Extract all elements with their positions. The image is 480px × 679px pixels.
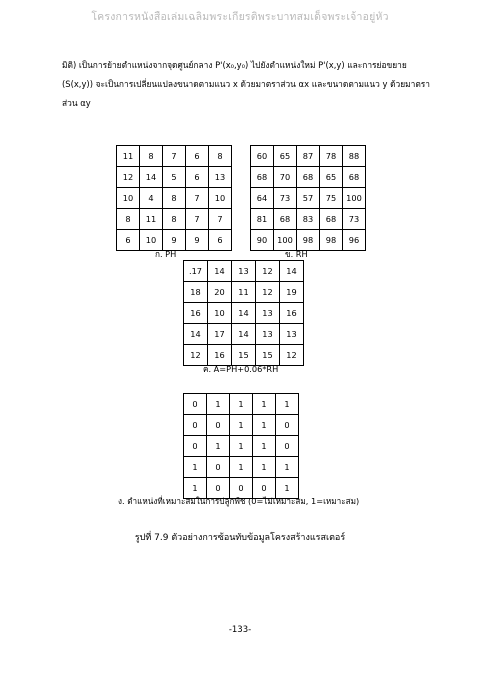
table-cell: 1: [276, 457, 299, 478]
rh-caption: ข. RH: [285, 249, 308, 259]
table-cell: 1: [207, 436, 230, 457]
table-cell: 0: [276, 436, 299, 457]
table-row: [117, 209, 232, 230]
table-cell: 8: [209, 146, 232, 167]
table-row: [117, 146, 232, 167]
table-cell: 70: [274, 167, 297, 188]
table-cell: 4: [140, 188, 163, 209]
table-row: [184, 261, 304, 282]
table-cell: 8: [163, 209, 186, 230]
table-cell: 13: [232, 261, 256, 282]
ph-table: [116, 145, 232, 251]
table-cell: 17: [208, 324, 232, 345]
ph-caption: ก. PH: [155, 249, 177, 259]
body-paragraph: [62, 56, 430, 113]
a-table: [183, 260, 304, 366]
table-cell: 0: [184, 436, 207, 457]
table-cell: 1: [230, 415, 253, 436]
table-cell: 1: [184, 478, 207, 499]
table-cell: 10: [209, 188, 232, 209]
table-cell: 1: [230, 436, 253, 457]
table-cell: 83: [297, 209, 320, 230]
table-cell: 96: [343, 230, 366, 251]
table-row: [184, 303, 304, 324]
table-cell: 18: [184, 282, 208, 303]
table-row: [184, 436, 299, 457]
table-cell: 68: [320, 209, 343, 230]
table-cell: 12: [184, 345, 208, 366]
table-row: [251, 230, 366, 251]
table-row: [184, 282, 304, 303]
suitability-table: [183, 393, 299, 499]
table-cell: 14: [208, 261, 232, 282]
table-cell: 8: [117, 209, 140, 230]
table-row: [184, 394, 299, 415]
paragraph-line: (S(x,y)) จะเป็นการเปลี่ยนแปลงขนาดตามแนว x ด้วยมาตราส่วน αx และขนาดตามแนว y ด้วยมาตรา: [62, 79, 430, 89]
table-cell: 5: [163, 167, 186, 188]
table-cell: 7: [186, 209, 209, 230]
table-cell: 13: [280, 324, 304, 345]
table-cell: 100: [343, 188, 366, 209]
table-row: [184, 457, 299, 478]
a-caption: ค. A=PH+0.06*RH: [203, 364, 279, 374]
table-cell: 1: [253, 415, 276, 436]
paragraph-line: ส่วน αy: [62, 98, 91, 108]
paragraph-line: มิติ) เป็นการย้ายตำแหน่งจากจุดศูนย์กลาง P'(x₀,y₀) ไปยังตำแหน่งใหม่ P'(x,y) และการย่อขยาย: [62, 60, 407, 70]
table-cell: 19: [280, 282, 304, 303]
table-cell: 78: [320, 146, 343, 167]
table-cell: 14: [140, 167, 163, 188]
table-cell: 9: [163, 230, 186, 251]
table-cell: 0: [207, 415, 230, 436]
table-cell: 68: [251, 167, 274, 188]
figure-caption: รูปที่ 7.9 ตัวอย่างการซ้อนทับข้อมูลโครงสร้างแรสเตอร์: [134, 533, 346, 543]
table-cell: 0: [230, 478, 253, 499]
table-cell: 11: [232, 282, 256, 303]
table-row: [251, 209, 366, 230]
table-cell: 98: [320, 230, 343, 251]
table-cell: 98: [297, 230, 320, 251]
table-cell: 65: [274, 146, 297, 167]
table-cell: 1: [230, 457, 253, 478]
table-cell: 10: [117, 188, 140, 209]
table-cell: 16: [208, 345, 232, 366]
table-cell: 7: [163, 146, 186, 167]
table-cell: 12: [280, 345, 304, 366]
table-cell: 0: [276, 415, 299, 436]
table-cell: 7: [209, 209, 232, 230]
table-cell: 6: [209, 230, 232, 251]
table-cell: 68: [274, 209, 297, 230]
table-cell: 12: [117, 167, 140, 188]
rh-table: [250, 145, 366, 251]
table-cell: 73: [274, 188, 297, 209]
table-cell: 88: [343, 146, 366, 167]
table-cell: 68: [297, 167, 320, 188]
table-cell: 11: [140, 209, 163, 230]
table-cell: 1: [276, 478, 299, 499]
table-row: [251, 167, 366, 188]
table-cell: 1: [230, 394, 253, 415]
table-cell: 7: [186, 188, 209, 209]
table-cell: 8: [163, 188, 186, 209]
table-cell: 6: [186, 167, 209, 188]
table-cell: 65: [320, 167, 343, 188]
table-cell: 0: [184, 415, 207, 436]
table-cell: 14: [232, 324, 256, 345]
table-cell: 1: [253, 394, 276, 415]
table-cell: 14: [280, 261, 304, 282]
suitability-caption: ง. ตำแหน่งที่เหมาะสมในการปลูกพืช (0=ไม่เหมาะสม, 1=เหมาะสม): [118, 496, 360, 506]
table-cell: 12: [256, 282, 280, 303]
table-cell: 0: [253, 478, 276, 499]
table-cell: 14: [184, 324, 208, 345]
table-cell: 57: [297, 188, 320, 209]
table-cell: 1: [253, 436, 276, 457]
table-cell: 81: [251, 209, 274, 230]
page-header: โครงการหนังสือเล่มเฉลิมพระเกียรติพระบาทสมเด็จพระเจ้าอยู่หัว: [91, 11, 389, 23]
table-cell: 68: [343, 167, 366, 188]
table-cell: 6: [117, 230, 140, 251]
table-cell: 90: [251, 230, 274, 251]
table-cell: 13: [256, 303, 280, 324]
table-cell: 13: [256, 324, 280, 345]
table-row: [251, 188, 366, 209]
table-cell: .17: [184, 261, 208, 282]
table-cell: 1: [276, 394, 299, 415]
table-cell: 9: [186, 230, 209, 251]
table-row: [184, 324, 304, 345]
table-cell: 15: [232, 345, 256, 366]
table-cell: 0: [184, 394, 207, 415]
table-cell: 14: [232, 303, 256, 324]
page-number: -133-: [228, 625, 252, 635]
table-row: [117, 167, 232, 188]
table-row: [251, 146, 366, 167]
table-cell: 0: [207, 478, 230, 499]
table-row: [117, 188, 232, 209]
table-cell: 6: [186, 146, 209, 167]
table-cell: 20: [208, 282, 232, 303]
table-cell: 1: [207, 394, 230, 415]
table-cell: 64: [251, 188, 274, 209]
table-cell: 8: [140, 146, 163, 167]
table-cell: 87: [297, 146, 320, 167]
table-cell: 0: [207, 457, 230, 478]
table-cell: 10: [208, 303, 232, 324]
table-cell: 11: [117, 146, 140, 167]
table-cell: 16: [184, 303, 208, 324]
table-row: [184, 415, 299, 436]
table-cell: 10: [140, 230, 163, 251]
table-cell: 12: [256, 261, 280, 282]
table-cell: 15: [256, 345, 280, 366]
table-cell: 60: [251, 146, 274, 167]
table-cell: 13: [209, 167, 232, 188]
table-cell: 100: [274, 230, 297, 251]
table-cell: 73: [343, 209, 366, 230]
table-cell: 75: [320, 188, 343, 209]
table-cell: 16: [280, 303, 304, 324]
table-cell: 1: [253, 457, 276, 478]
table-cell: 1: [184, 457, 207, 478]
